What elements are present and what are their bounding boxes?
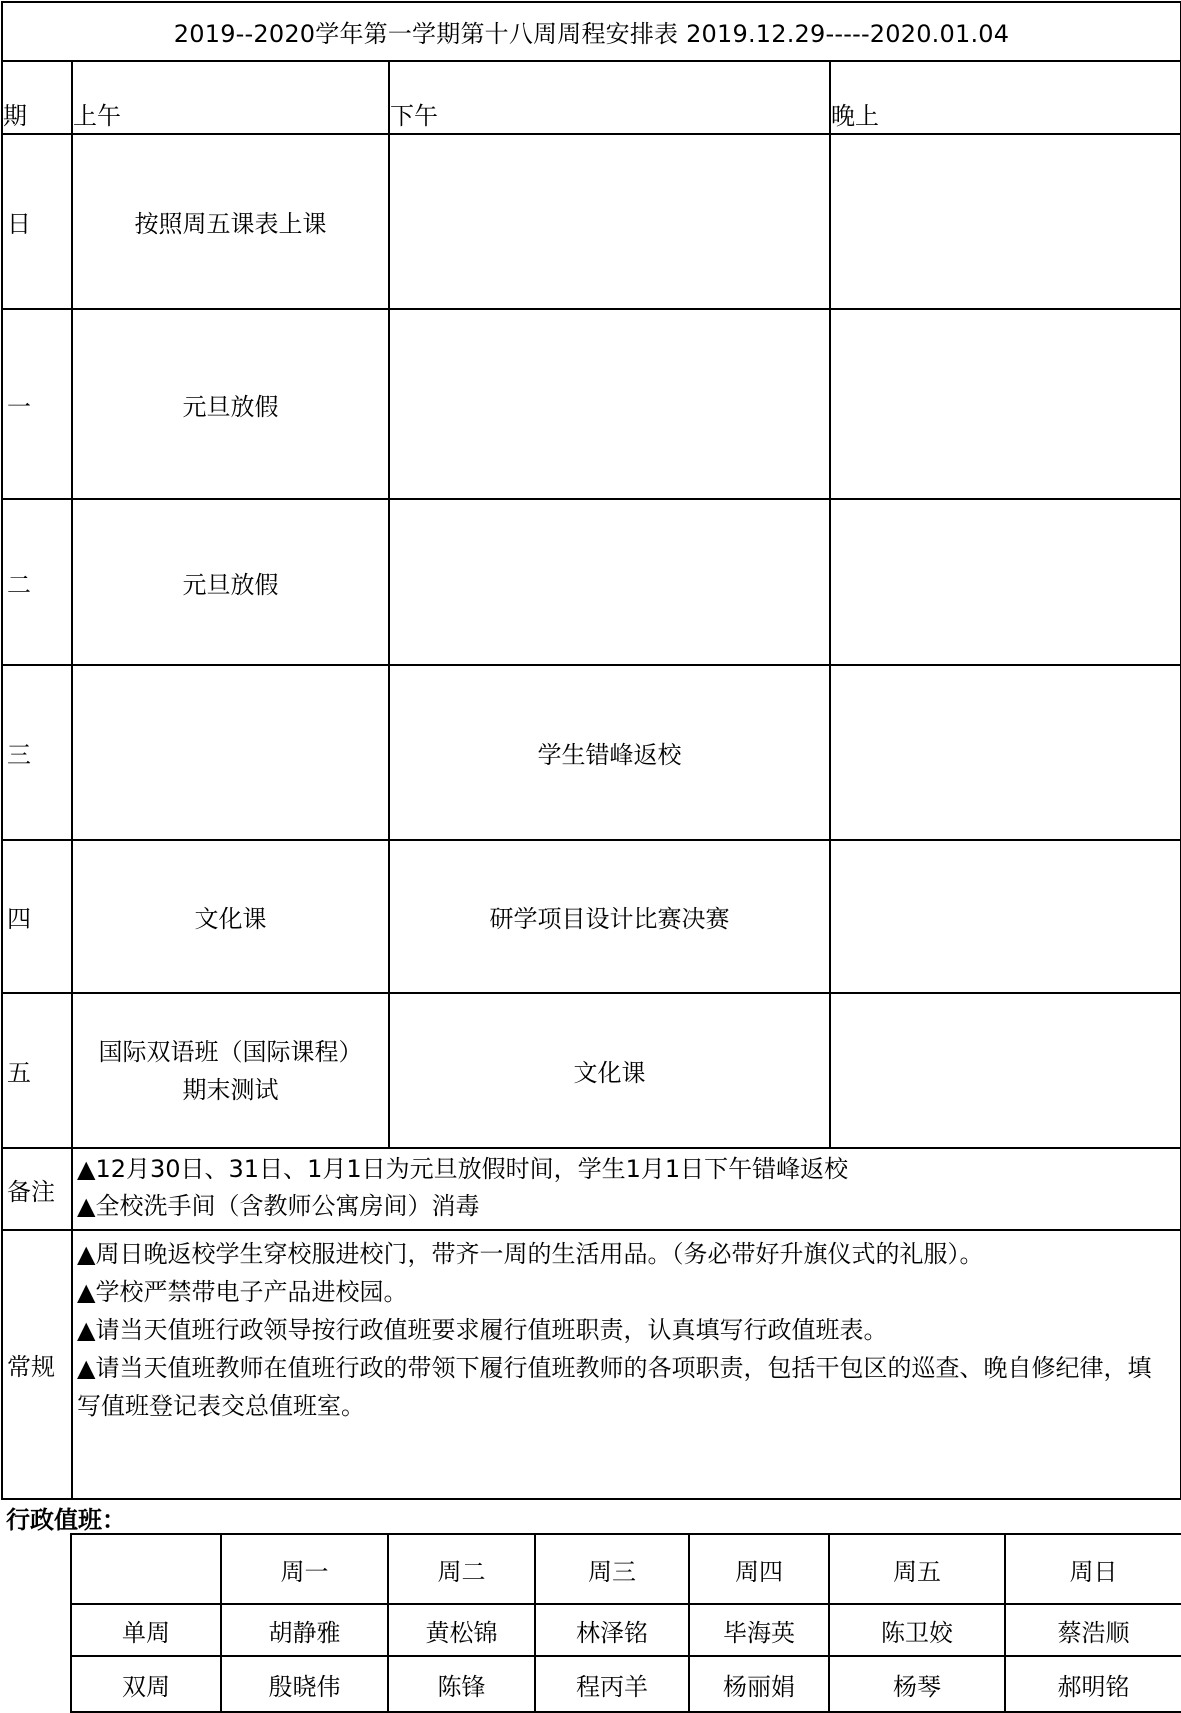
duty-name: 黄松锦	[388, 1604, 535, 1656]
duty-name: 林泽铭	[535, 1604, 689, 1656]
header-morning: 上午	[72, 61, 389, 134]
header-row	[2, 61, 1181, 134]
morning-cell: 元旦放假	[72, 499, 389, 665]
routine-line: ▲周日晚返校学生穿校服进校门，带齐一周的生活用品。（务必带好升旗仪式的礼服）。	[77, 1240, 984, 1268]
duty-name: 陈锋	[388, 1656, 535, 1712]
remarks-row	[2, 1148, 1181, 1230]
day-label: 二	[2, 499, 72, 665]
table-row	[2, 993, 1181, 1148]
afternoon-cell: 研学项目设计比赛决赛	[389, 840, 830, 993]
evening-cell	[830, 499, 1181, 665]
afternoon-cell: 文化课	[389, 993, 830, 1148]
duty-name: 陈卫姣	[829, 1604, 1005, 1656]
duty-week-label: 双周	[71, 1656, 221, 1712]
evening-cell	[830, 840, 1181, 993]
duty-week-label: 单周	[71, 1604, 221, 1656]
duty-name: 郝明铭	[1005, 1656, 1181, 1712]
routine-line: ▲请当天值班教师在值班行政的带领下履行值班教师的各项职责，包括干包区的巡查、晚自修纪律，填写值班登记表交总值班室。	[77, 1354, 1152, 1420]
duty-row-double	[71, 1656, 1181, 1712]
duty-name: 杨丽娟	[689, 1656, 829, 1712]
afternoon-cell	[389, 499, 830, 665]
evening-cell	[830, 665, 1181, 840]
duty-day: 周五	[829, 1534, 1005, 1604]
day-label: 五	[2, 993, 72, 1148]
morning-cell	[72, 993, 389, 1148]
remark-line: ▲12月30日、31日、1月1日为元旦放假时间，学生1月1日下午错峰返校	[77, 1155, 849, 1183]
morning-cell: 按照周五课表上课	[72, 134, 389, 309]
duty-row-single	[71, 1604, 1181, 1656]
duty-title: 行政值班：	[6, 1506, 126, 1534]
duty-name: 毕海英	[689, 1604, 829, 1656]
duty-day: 周日	[1005, 1534, 1181, 1604]
duty-name: 胡静雅	[221, 1604, 388, 1656]
routine-line: ▲学校严禁带电子产品进校园。	[77, 1278, 408, 1306]
day-label: 三	[2, 665, 72, 840]
afternoon-cell	[389, 134, 830, 309]
morning-cell: 元旦放假	[72, 309, 389, 499]
duty-day: 周一	[221, 1534, 388, 1604]
duty-day: 周四	[689, 1534, 829, 1604]
morning-cell	[72, 665, 389, 840]
title-row	[2, 2, 1181, 61]
morning-line: 国际双语班（国际课程）	[98, 1037, 363, 1066]
page-title: 2019--2020学年第一学期第十八周周程安排表 2019.12.29-----2020.01.04	[2, 2, 1181, 61]
header-afternoon: 下午	[389, 61, 830, 134]
table-row	[2, 134, 1181, 309]
afternoon-cell	[389, 309, 830, 499]
table-row	[2, 499, 1181, 665]
header-evening: 晚上	[830, 61, 1181, 134]
routine-line: ▲请当天值班行政领导按行政值班要求履行值班职责，认真填写行政值班表。	[77, 1316, 888, 1344]
duty-day: 周三	[535, 1534, 689, 1604]
duty-day: 周二	[388, 1534, 535, 1604]
afternoon-cell: 学生错峰返校	[389, 665, 830, 840]
day-label: 四	[2, 840, 72, 993]
evening-cell	[830, 134, 1181, 309]
remark-line: ▲全校洗手间（含教师公寓房间）消毒	[77, 1192, 480, 1220]
duty-name: 程丙羊	[535, 1656, 689, 1712]
remarks-content	[72, 1148, 1181, 1230]
routine-label: 常规	[2, 1230, 72, 1499]
day-label: 日	[2, 134, 72, 309]
duty-name: 蔡浩顺	[1005, 1604, 1181, 1656]
duty-table	[70, 1533, 1181, 1713]
duty-header-row	[71, 1534, 1181, 1604]
duty-corner	[71, 1534, 221, 1604]
remarks-label: 备注	[2, 1148, 72, 1230]
routine-content	[72, 1230, 1181, 1499]
table-row	[2, 840, 1181, 993]
morning-cell: 文化课	[72, 840, 389, 993]
routine-row	[2, 1230, 1181, 1499]
evening-cell	[830, 309, 1181, 499]
weekly-schedule-table	[1, 1, 1181, 1500]
duty-name: 杨琴	[829, 1656, 1005, 1712]
evening-cell	[830, 993, 1181, 1148]
header-day: 期	[2, 61, 72, 134]
table-row	[2, 665, 1181, 840]
day-label: 一	[2, 309, 72, 499]
table-row	[2, 309, 1181, 499]
duty-name: 殷晓伟	[221, 1656, 388, 1712]
morning-line: 期末测试	[182, 1075, 279, 1104]
